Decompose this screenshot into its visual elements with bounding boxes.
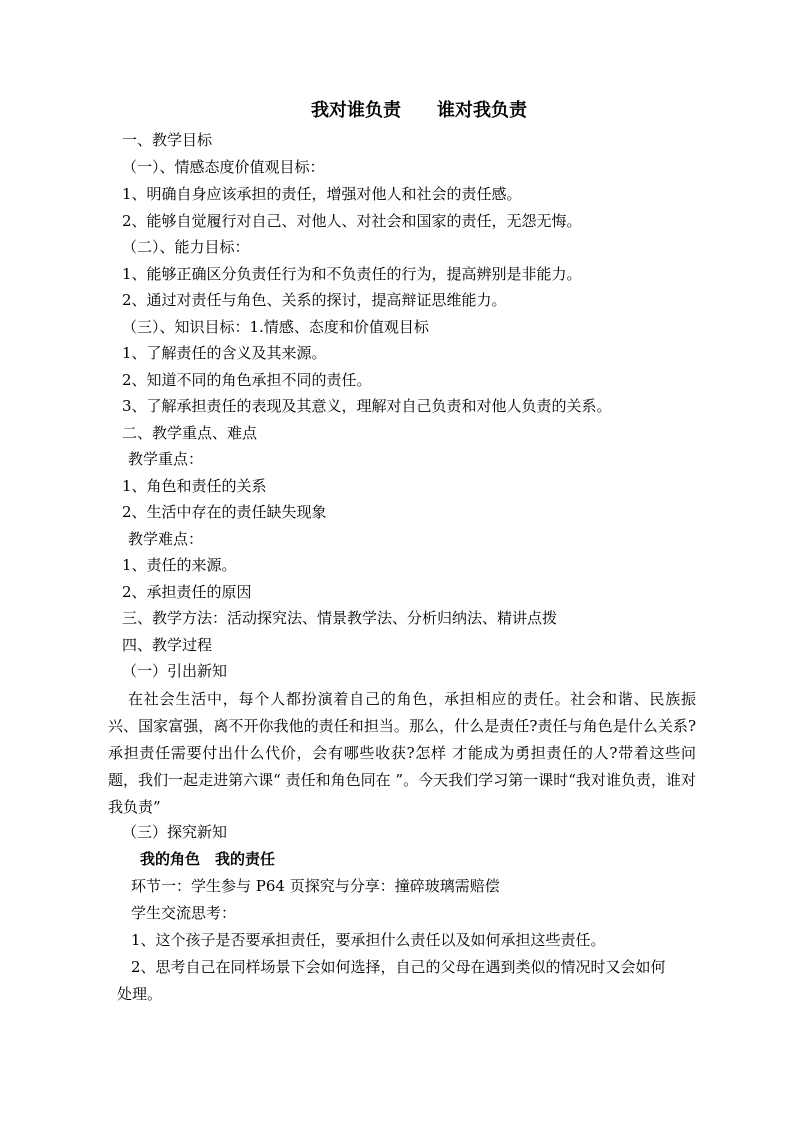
heading-teaching-methods: 三、教学方法：活动探究法、情景教学法、分析归纳法、精讲点拨 [122,609,558,627]
discussion-question-1: 1、这个孩子是否要承担责任，要承担什么责任以及如何承担这些责任。 [131,931,606,949]
objective-item: 2、通过对责任与角色、关系的探讨，提高辩证思维能力。 [122,291,507,309]
activity-line: 环节一：学生参与 P64 页探究与分享：撞碎玻璃需赔偿 [131,877,500,895]
subheading-ability-objectives: （二）、能力目标： [122,238,250,256]
discussion-question-2: 2、思考自己在同样场景下会如何选择，自己的父母在遇到类似的情况时又会如何 [131,958,666,976]
discussion-label: 学生交流思考： [131,904,237,922]
key-point-item: 2、生活中存在的责任缺失现象 [122,503,327,521]
label-key-points: 教学重点： [128,450,204,468]
objective-item: 2、能够自觉履行对自己、对他人、对社会和国家的责任，无怨无悔。 [122,212,582,230]
difficulty-item: 1、责任的来源。 [122,556,237,574]
heading-key-points: 二、教学重点、难点 [122,424,258,442]
subheading-explore: （三）探究新知 [122,823,228,841]
objective-item: 2、知道不同的角色承担不同的责任。 [122,371,372,389]
intro-paragraph: 在社会生活中，每个人都扮演着自己的角色，承担相应的责任。社会和谐、民族振兴、国家富强，离不开你我他的责任和担当。那么，什么是责任?责任与角色是什么关系?承担责任需要付出什么代价，会有哪些收获?怎样 才能成为勇担责任的人?带着这些问题，我们一起走进第六课“ 责任和角色同在 ”。今天我们学习第一课时“我对谁负责，谁对我负责” [108,690,696,816]
subheading-introduction: （一）引出新知 [122,662,228,680]
subheading-values-objectives: （一）、情感态度价值观目标： [122,158,325,176]
heading-teaching-process: 四、教学过程 [122,636,213,654]
discussion-question-2-cont: 处理。 [117,985,163,1003]
objective-item: 1、明确自身应该承担的责任，增强对他人和社会的责任感。 [122,185,522,203]
subheading-knowledge-objectives: （三）、知识目标：1.情感、态度和价值观目标 [122,318,429,336]
subheading-role-responsibility: 我的角色 我的责任 [140,850,276,868]
objective-item: 1、能够正确区分负责任行为和不负责任的行为，提高辨别是非能力。 [122,265,582,283]
document-title: 我对谁负责 谁对我负责 [311,100,527,121]
key-point-item: 1、角色和责任的关系 [122,477,267,495]
objective-item: 1、了解责任的含义及其来源。 [122,344,327,362]
heading-teaching-objectives: 一、教学目标 [122,131,213,149]
objective-item: 3、了解承担责任的表现及其意义，理解对自己负责和对他人负责的关系。 [122,397,612,415]
label-difficulties: 教学难点： [128,530,204,548]
difficulty-item: 2、承担责任的原因 [122,583,252,601]
